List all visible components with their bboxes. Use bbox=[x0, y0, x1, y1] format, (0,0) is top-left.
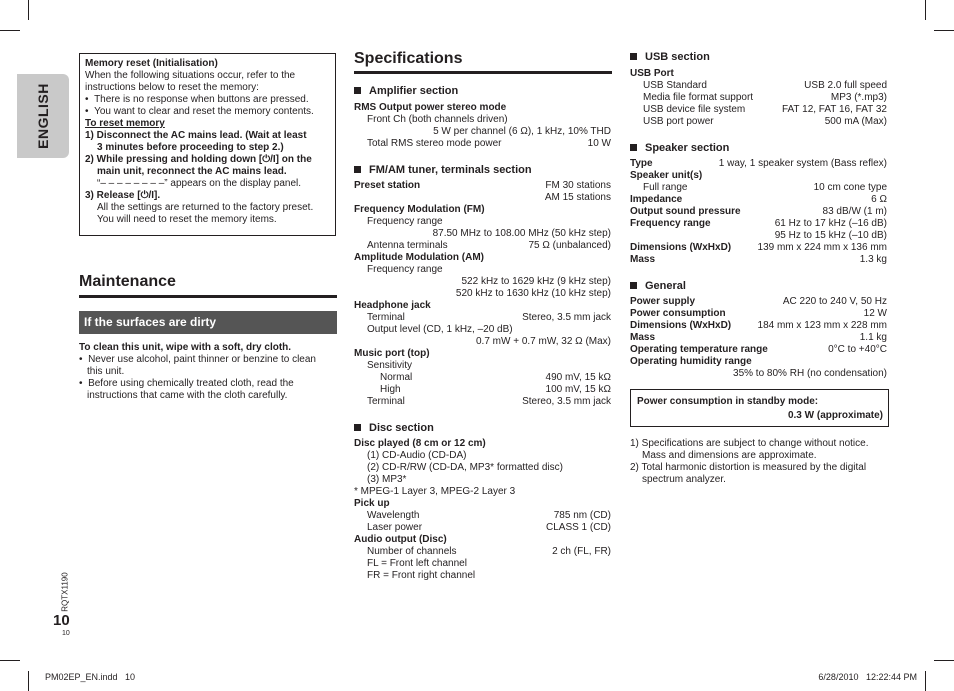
spec-label: (1) CD-Audio (CD-DA) bbox=[367, 450, 467, 461]
spec-heading: Amplitude Modulation (AM) bbox=[354, 252, 484, 263]
spec-label: Terminal bbox=[367, 312, 405, 323]
spec-value: 1 way, 1 speaker system (Bass reflex) bbox=[718, 158, 887, 169]
reset-memory-subtitle: To reset memory bbox=[85, 118, 165, 129]
language-tab-label: ENGLISH bbox=[35, 83, 51, 149]
spec-label: Full range bbox=[643, 182, 688, 193]
step-1: 1) Disconnect the AC mains lead. (Wait at least bbox=[85, 130, 307, 141]
step-3-cont: All the settings are returned to the factory preset. bbox=[97, 202, 314, 213]
step-1-cont: 3 minutes before proceeding to step 2.) bbox=[97, 142, 284, 153]
spec-heading: Type bbox=[630, 158, 653, 169]
section-heading: Speaker section bbox=[630, 141, 887, 155]
maintenance-title: Maintenance bbox=[79, 273, 176, 290]
page-number: 10 bbox=[53, 612, 70, 629]
spec-value: AM 15 stations bbox=[544, 192, 611, 203]
spec-value: 5 W per channel (6 Ω), 1 kHz, 10% THD bbox=[433, 126, 611, 137]
bullet-text: Before using chemically treated cloth, read the bbox=[88, 378, 294, 389]
spec-label: USB port power bbox=[643, 116, 714, 127]
spec-value: 1.3 kg bbox=[859, 254, 887, 265]
bullet-text: this unit. bbox=[87, 366, 125, 377]
crop-mark bbox=[934, 30, 954, 31]
spec-heading: Power consumption bbox=[630, 308, 726, 319]
spec-heading: Frequency Modulation (FM) bbox=[354, 204, 485, 215]
spec-value: 12 W bbox=[863, 308, 887, 319]
spec-value: 0.7 mW + 0.7 mW, 32 Ω (Max) bbox=[475, 336, 611, 347]
spec-label: Sensitivity bbox=[367, 360, 413, 371]
spec-label: Output level (CD, 1 kHz, –20 dB) bbox=[367, 324, 513, 335]
spec-label: Terminal bbox=[367, 396, 405, 407]
bullet-text: instructions that came with the cloth carefully. bbox=[87, 390, 288, 401]
spec-heading: Dimensions (WxHxD) bbox=[630, 242, 732, 253]
spec-value: USB 2.0 full speed bbox=[804, 80, 887, 91]
standby-value: 0.3 W (approximate) bbox=[787, 410, 883, 421]
spec-value: 87.50 MHz to 108.00 MHz (50 kHz step) bbox=[432, 228, 611, 239]
note: 1) Specifications are subject to change without notice. bbox=[630, 438, 869, 449]
document-code: RQTX1190 bbox=[60, 572, 70, 612]
spec-value: 490 mV, 15 kΩ bbox=[545, 372, 611, 383]
spec-heading: Output sound pressure bbox=[630, 206, 741, 217]
crop-mark bbox=[925, 671, 926, 691]
step-2-note: “– – – – – – – –” appears on the display panel. bbox=[97, 178, 302, 189]
spec-value: 95 Hz to 15 kHz (–10 dB) bbox=[774, 230, 887, 241]
page-number-small: 10 bbox=[62, 630, 70, 637]
spec-heading: Mass bbox=[630, 254, 656, 265]
crop-mark bbox=[934, 660, 954, 661]
note: 2) Total harmonic distortion is measured by the digital bbox=[630, 462, 867, 473]
step-2: 2) While pressing and holding down [⏻/I] on the bbox=[85, 154, 312, 165]
spec-value: 100 mV, 15 kΩ bbox=[545, 384, 611, 395]
spec-label: Front Ch (both channels driven) bbox=[367, 114, 508, 125]
spec-heading: Audio output (Disc) bbox=[354, 534, 447, 545]
maintenance-rule bbox=[79, 295, 337, 298]
spec-heading: Preset station bbox=[354, 180, 421, 191]
spec-value: 10 cm cone type bbox=[813, 182, 887, 193]
spec-heading: Headphone jack bbox=[354, 300, 431, 311]
footnote: * MPEG-1 Layer 3, MPEG-2 Layer 3 bbox=[354, 486, 516, 497]
spec-heading: Impedance bbox=[630, 194, 683, 205]
section-heading: General bbox=[630, 279, 887, 293]
crop-mark bbox=[28, 671, 29, 691]
spec-value: 6 Ω bbox=[871, 194, 887, 205]
spec-value: 1.1 kg bbox=[859, 332, 887, 343]
memory-reset-intro: When the following situations occur, refer to the bbox=[85, 70, 296, 81]
bullet-item: • Before using chemically treated cloth, read the bbox=[79, 378, 294, 389]
memory-reset-title: Memory reset (Initialisation) bbox=[85, 58, 218, 69]
crop-mark bbox=[925, 0, 926, 20]
spec-value: 83 dB/W (1 m) bbox=[822, 206, 887, 217]
spec-heading: USB Port bbox=[630, 68, 674, 79]
note: Mass and dimensions are approximate. bbox=[642, 450, 817, 461]
spec-label: Total RMS stereo mode power bbox=[367, 138, 502, 149]
spec-label: USB Standard bbox=[643, 80, 707, 91]
spec-value: 75 Ω (unbalanced) bbox=[528, 240, 611, 251]
spec-heading: Disc played (8 cm or 12 cm) bbox=[354, 438, 486, 449]
spec-value: FAT 12, FAT 16, FAT 32 bbox=[781, 104, 887, 115]
crop-mark bbox=[0, 30, 20, 31]
spec-value: 785 nm (CD) bbox=[553, 510, 611, 521]
section-heading: Disc section bbox=[354, 421, 611, 435]
spec-label: Normal bbox=[380, 372, 413, 383]
spec-heading: Music port (top) bbox=[354, 348, 430, 359]
spec-value: 520 kHz to 1630 kHz (10 kHz step) bbox=[455, 288, 611, 299]
spec-label: Number of channels bbox=[367, 546, 457, 557]
spec-label: FL = Front left channel bbox=[367, 558, 467, 569]
cleaning-lead: To clean this unit, wipe with a soft, dry cloth. bbox=[79, 342, 292, 353]
spec-value: 500 mA (Max) bbox=[824, 116, 887, 127]
spec-value: FM 30 stations bbox=[545, 180, 611, 191]
footer-right: 6/28/2010 12:22:44 PM bbox=[818, 672, 917, 682]
spec-heading: Operating temperature range bbox=[630, 344, 768, 355]
spec-value: 2 ch (FL, FR) bbox=[552, 546, 611, 557]
spec-label: FR = Front right channel bbox=[367, 570, 476, 581]
spec-label: Wavelength bbox=[367, 510, 420, 521]
spec-value: MP3 (*.mp3) bbox=[830, 92, 887, 103]
bullet-text: You want to clear and reset the memory contents. bbox=[94, 106, 314, 117]
standby-label: Power consumption in standby mode: bbox=[637, 396, 819, 407]
surfaces-band-label: If the surfaces are dirty bbox=[84, 315, 217, 329]
amplifier-section bbox=[354, 84, 611, 98]
spec-value: AC 220 to 240 V, 50 Hz bbox=[782, 296, 887, 307]
step-2-cont: main unit, reconnect the AC mains lead. bbox=[97, 166, 287, 177]
spec-label: Media file format support bbox=[643, 92, 754, 103]
section-heading: FM/AM tuner, terminals section bbox=[354, 163, 611, 177]
section-heading: Amplifier section bbox=[354, 84, 611, 98]
spec-value: 522 kHz to 1629 kHz (9 kHz step) bbox=[461, 276, 611, 287]
bullet-text: There is no response when buttons are pressed. bbox=[94, 94, 309, 105]
spec-value: 184 mm x 123 mm x 228 mm bbox=[757, 320, 887, 331]
spec-label: (3) MP3* bbox=[367, 474, 407, 485]
memory-reset-intro: instructions below to reset the memory: bbox=[85, 82, 259, 93]
spec-label: (2) CD-R/RW (CD-DA, MP3* formatted disc) bbox=[367, 462, 563, 473]
spec-heading: Dimensions (WxHxD) bbox=[630, 320, 732, 331]
spec-value: 0°C to +40°C bbox=[828, 344, 887, 355]
spec-value: 35% to 80% RH (no condensation) bbox=[733, 368, 887, 379]
bullet-item: • You want to clear and reset the memory contents. bbox=[85, 106, 314, 117]
spec-heading: Speaker unit(s) bbox=[630, 170, 703, 181]
step-3: 3) Release [⏻/I]. bbox=[85, 190, 161, 201]
bullet-item: • Never use alcohol, paint thinner or benzine to clean bbox=[79, 354, 316, 365]
spec-label: Frequency range bbox=[367, 264, 443, 275]
footer-left: PM02EP_EN.indd 10 bbox=[45, 672, 136, 682]
spec-value: 139 mm x 224 mm x 136 mm bbox=[757, 242, 887, 253]
specifications-title: Specifications bbox=[354, 50, 463, 67]
spec-value: Stereo, 3.5 mm jack bbox=[522, 312, 611, 323]
spec-label: High bbox=[380, 384, 401, 395]
spec-value: 61 Hz to 17 kHz (–16 dB) bbox=[774, 218, 887, 229]
step-3-cont: You will need to reset the memory items. bbox=[97, 214, 277, 225]
crop-mark bbox=[0, 660, 20, 661]
spec-heading: Operating humidity range bbox=[630, 356, 752, 367]
spec-label: Antenna terminals bbox=[367, 240, 448, 251]
section-heading: USB section bbox=[630, 50, 887, 64]
spec-heading: RMS Output power stereo mode bbox=[354, 102, 507, 113]
spec-value: 10 W bbox=[587, 138, 611, 149]
spec-label: USB device file system bbox=[643, 104, 746, 115]
specifications-rule bbox=[354, 71, 612, 74]
spec-label: Frequency range bbox=[367, 216, 443, 227]
spec-value: Stereo, 3.5 mm jack bbox=[522, 396, 611, 407]
spec-label: Laser power bbox=[367, 522, 423, 533]
note: spectrum analyzer. bbox=[642, 474, 726, 485]
spec-heading: Power supply bbox=[630, 296, 696, 307]
spec-heading: Frequency range bbox=[630, 218, 711, 229]
bullet-text: Never use alcohol, paint thinner or benzine to clean bbox=[88, 354, 316, 365]
bullet-item: • There is no response when buttons are pressed. bbox=[85, 94, 309, 105]
spec-heading: Mass bbox=[630, 332, 656, 343]
spec-value: CLASS 1 (CD) bbox=[545, 522, 611, 533]
spec-heading: Pick up bbox=[354, 498, 390, 509]
crop-mark bbox=[28, 0, 29, 20]
